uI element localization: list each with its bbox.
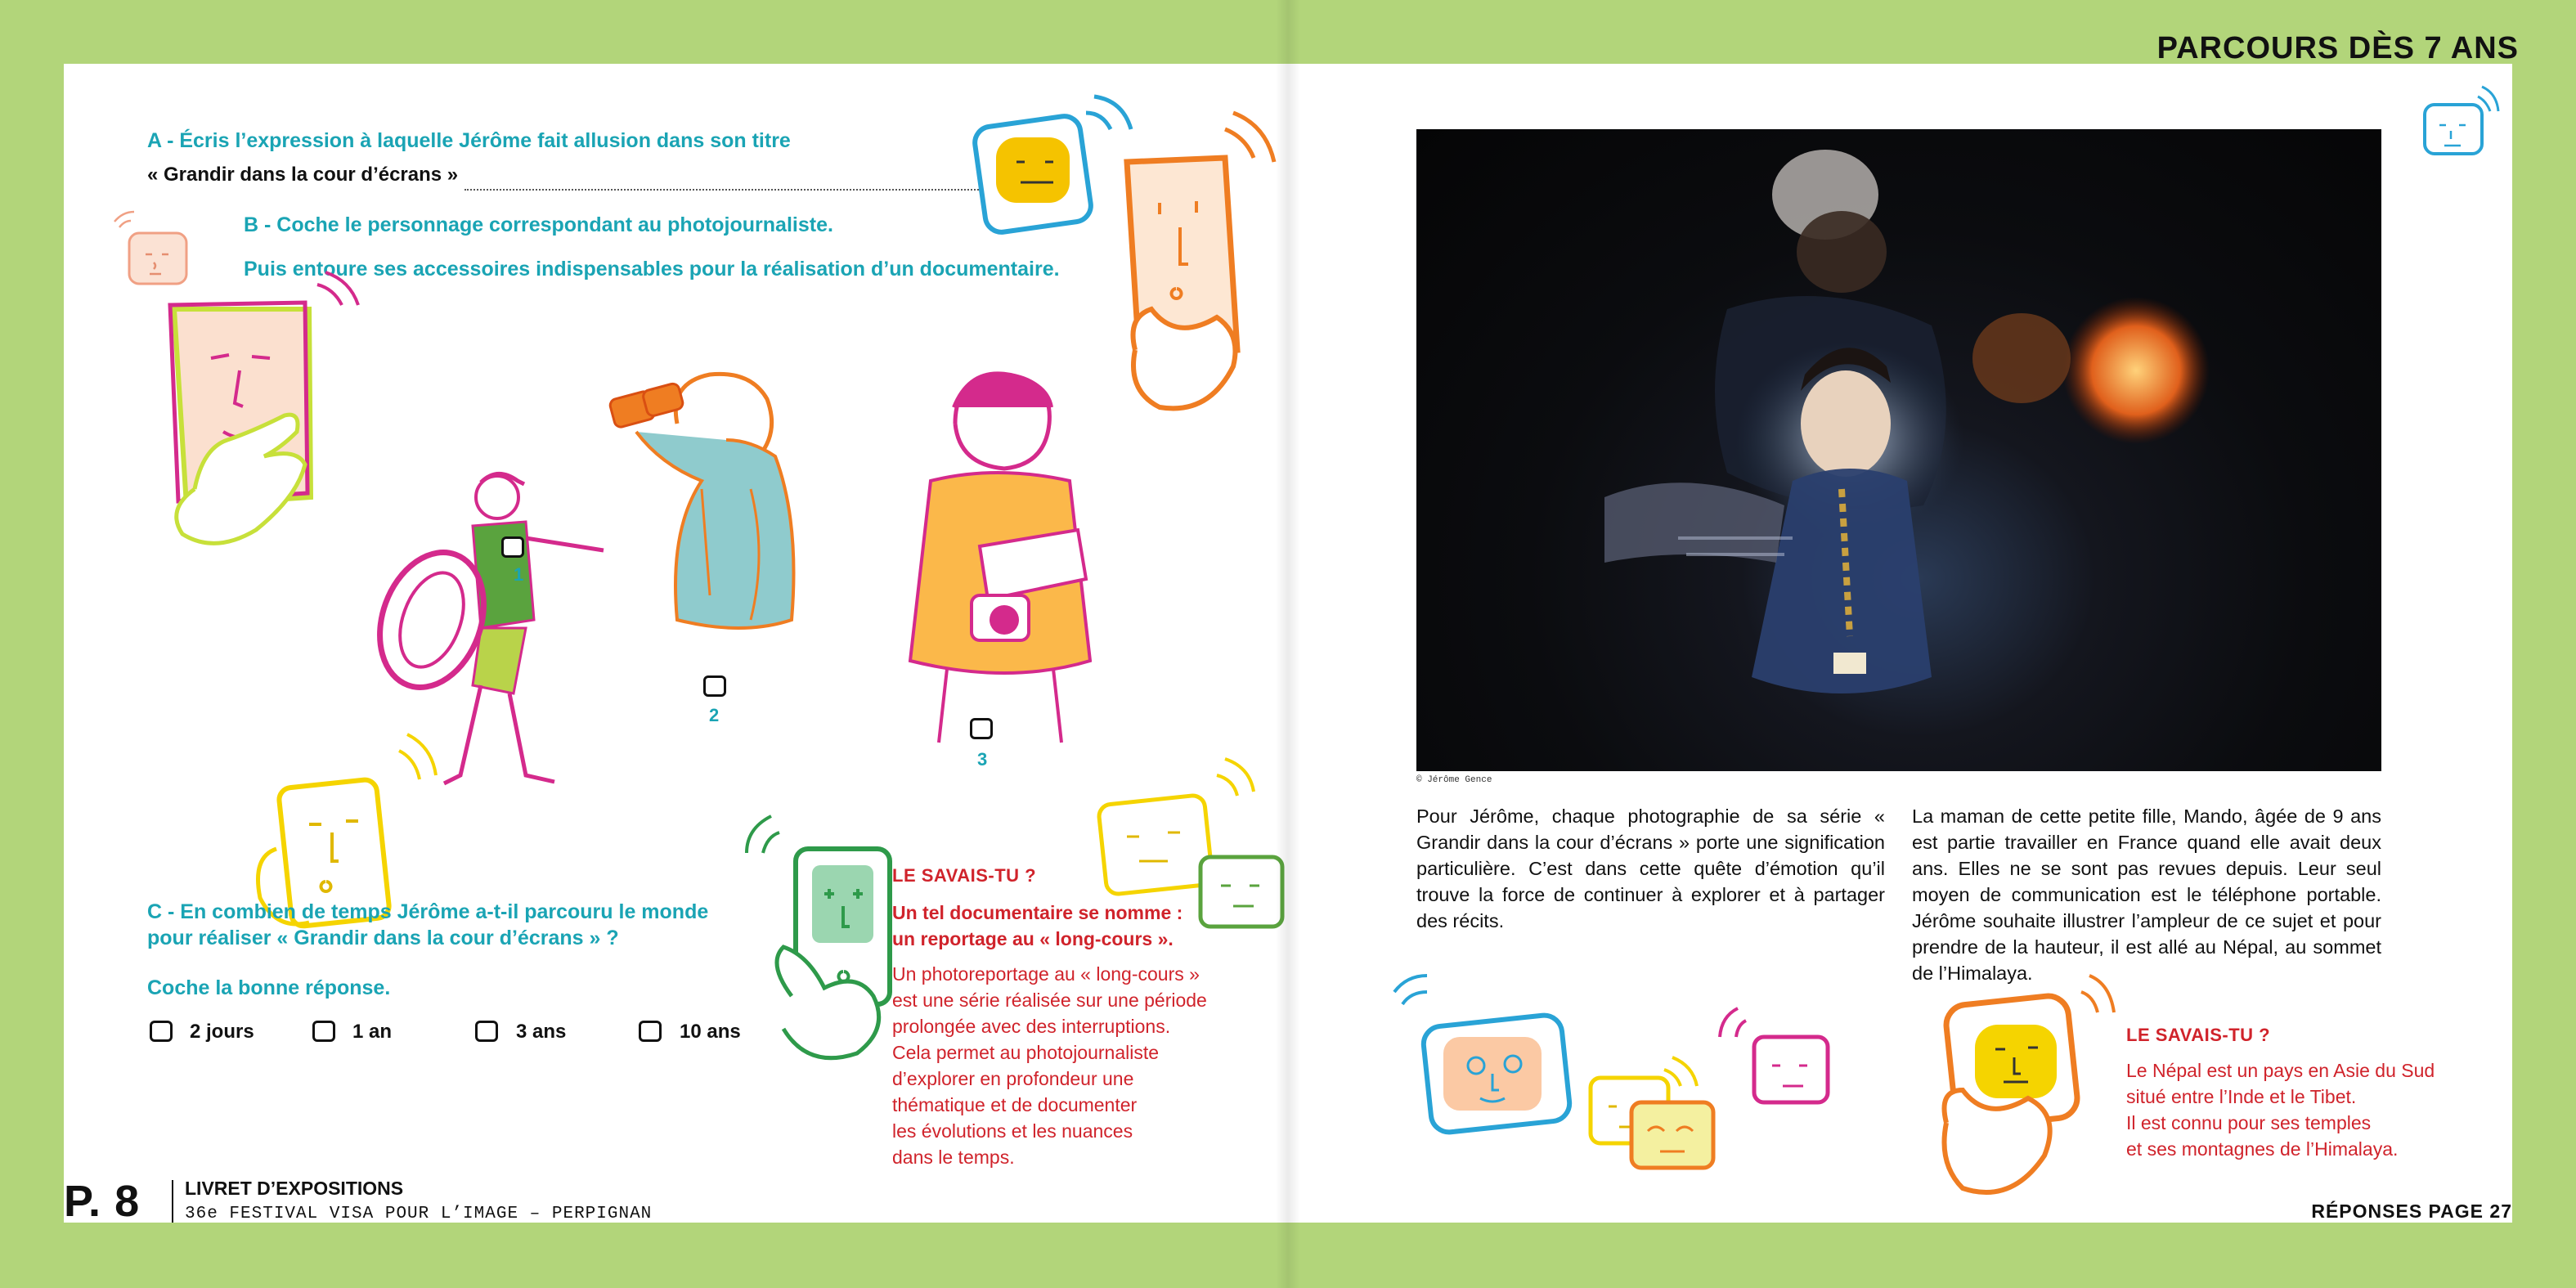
savais-tu-title: LE SAVAIS-TU ? <box>892 865 1037 886</box>
option-2-jours-checkbox[interactable] <box>150 1021 173 1042</box>
answers-page-reference: RÉPONSES PAGE 27 <box>2311 1200 2512 1222</box>
savais-tu-right-body-line: situé entre l’Inde et le Tibet. <box>2126 1086 2357 1107</box>
savais-tu-lead <box>892 900 1183 952</box>
question-a-answer-line[interactable] <box>464 189 1021 191</box>
savais-tu-right-body-line: Il est connu pour ses temples <box>2126 1112 2372 1133</box>
right-page <box>1288 64 2512 1223</box>
question-a-title-quote: « Grandir dans la cour d’écrans » <box>147 164 459 186</box>
faded-phone-face-icon <box>113 215 203 297</box>
orange-phone-hand-icon <box>972 80 1288 456</box>
question-b-line1: B - Coche le personnage correspondant au photojournaliste. <box>244 213 833 236</box>
savais-tu-right-body <box>2126 1057 2435 1162</box>
question-b-line2: Puis entoure ses accessoires indispensables pour la réalisation d’un documentaire. <box>244 258 1060 280</box>
savais-tu-lead-line1: Un tel documentaire se nomme : <box>892 902 1183 923</box>
savais-tu-right-title: LE SAVAIS-TU ? <box>2126 1025 2271 1045</box>
savais-tu-lead-line2: un reportage au « long-cours ». <box>892 928 1174 949</box>
photo-credit: © Jérôme Gence <box>1416 775 1492 785</box>
option-3-ans-checkbox[interactable] <box>475 1021 498 1042</box>
article-column-2: La maman de cette petite fille, Mando, âgée de 9 ans est partie travailler en France quand elle avait deux ans. Elles ne se sont pas revues depuis. Leur seul moyen de communication est le téléphone portable. Jérôme souhaite illustrer l’ampleur de ce sujet et pour prendre de la hauteur, il est allé au Népal, au sommet de l’Himalaya. <box>1912 806 2381 984</box>
savais-tu-body-line: d’explorer en profondeur une <box>892 1068 1134 1089</box>
footer-title: LIVRET D’EXPOSITIONS <box>185 1178 404 1199</box>
article-column-1: Pour Jérôme, chaque photographie de sa série « Grandir dans la cour d’écrans » porte une signification particulière. C’est dans cette quête d’émotion qu’il trouve la force de continuer à explorer et à partager des récits. <box>1416 806 1885 931</box>
yellow-phone-face-icon <box>203 685 415 931</box>
savais-tu-body-line: est une série réalisée sur une période <box>892 990 1207 1011</box>
documentary-photo <box>1416 129 2381 771</box>
savais-tu-body-line: thématique et de documenter <box>892 1094 1138 1115</box>
figure-1-number: 1 <box>514 564 524 585</box>
question-a-prompt: A - Écris l’expression à laquelle Jérôme fait allusion dans son titre <box>147 129 791 152</box>
question-c-line1: C - En combien de temps Jérôme a-t-il parcouru le monde <box>147 900 709 923</box>
option-1-an-checkbox[interactable] <box>312 1021 335 1042</box>
page-number: P. 8 <box>64 1177 141 1223</box>
savais-tu-body-line: prolongée avec des interruptions. <box>892 1016 1171 1037</box>
figure-2-number: 2 <box>709 705 720 725</box>
blue-phone-face-icon <box>2408 80 2498 170</box>
question-c-line2: pour réaliser « Grandir dans la cour d’écrans » ? <box>147 927 619 949</box>
option-1-an-label: 1 an <box>352 1021 393 1043</box>
question-c-instruction: Coche la bonne réponse. <box>147 976 391 999</box>
savais-tu-body-line: dans le temps. <box>892 1147 1015 1168</box>
savais-tu-body-line: Cela permet au photojournaliste <box>892 1042 1160 1063</box>
savais-tu-body-line: Un photoreportage au « long-cours » <box>892 963 1200 985</box>
figure-3-number: 3 <box>977 749 988 770</box>
figure-3-checkbox[interactable] <box>970 718 993 739</box>
left-page <box>64 64 1288 1223</box>
savais-tu-body <box>892 961 1207 1170</box>
page-header-overlay: PARCOURS DÈS 7 ANS <box>2156 31 2519 65</box>
savais-tu-body-line: les évolutions et les nuances <box>892 1120 1133 1142</box>
footer-divider <box>172 1180 173 1223</box>
figure-2-checkbox[interactable] <box>703 675 726 697</box>
option-2-jours-label: 2 jours <box>190 1021 254 1043</box>
savais-tu-right-body-line: et ses montagnes de l’Himalaya. <box>2126 1138 2399 1160</box>
phones-cluster-icon <box>1394 988 1820 1184</box>
figure-1-checkbox[interactable] <box>501 536 524 558</box>
footer-subtitle: 36e FESTIVAL VISA POUR L’IMAGE – PERPIGNAN <box>185 1205 653 1223</box>
photo-scene-icon <box>1416 129 2381 771</box>
option-10-ans-label: 10 ans <box>680 1021 741 1043</box>
orange-phone-hand-right-icon <box>1926 976 2122 1213</box>
option-3-ans-label: 3 ans <box>516 1021 567 1043</box>
savais-tu-right-body-line: Le Népal est un pays en Asie du Sud <box>2126 1060 2435 1081</box>
option-10-ans-checkbox[interactable] <box>639 1021 662 1042</box>
